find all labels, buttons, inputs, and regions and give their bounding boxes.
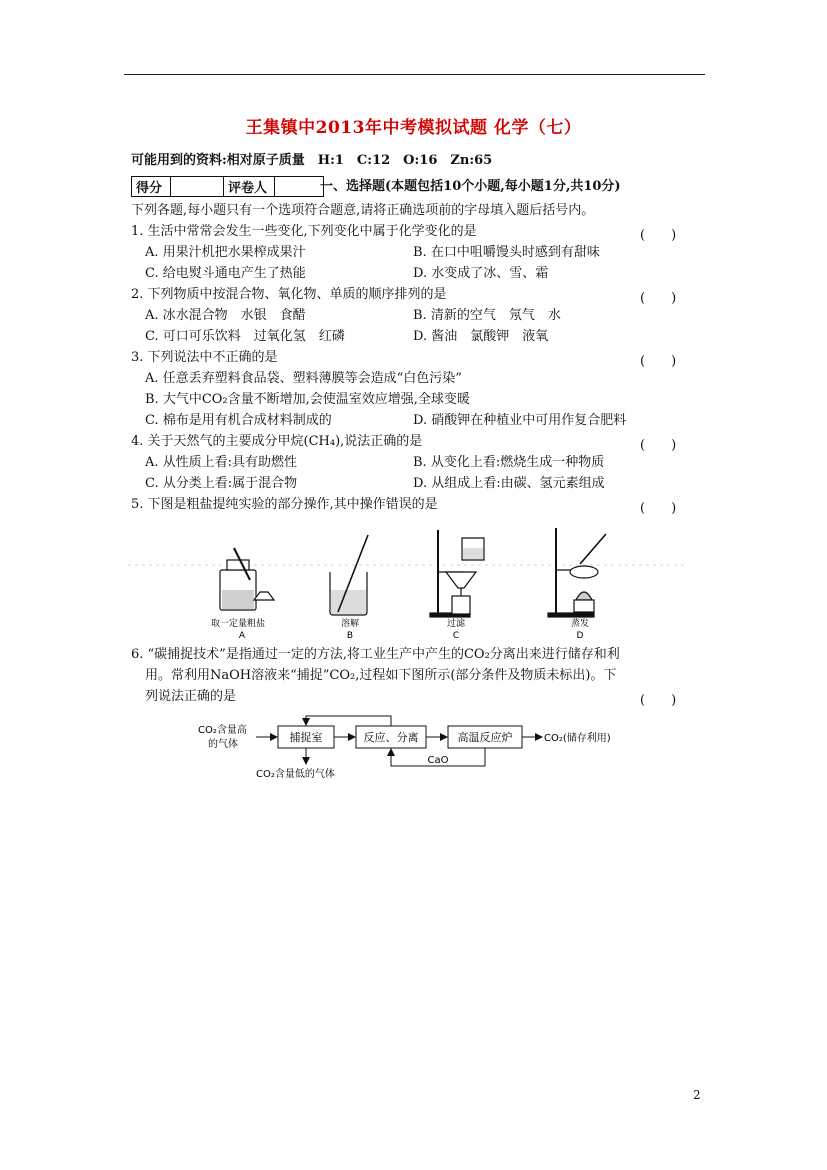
q2-stem: 2. 下列物质中按混合物、氧化物、单质的顺序排列的是 xyxy=(131,287,447,302)
q1-answer-blank[interactable]: ( ) xyxy=(640,228,677,243)
apparatus-d-evaporation xyxy=(548,528,606,617)
q1-stem: 1. 生活中常常会发生一些变化,下列变化中属于化学变化的是 xyxy=(131,224,477,239)
cao-label: CaO xyxy=(427,755,449,766)
caption-d: 蒸发 xyxy=(570,619,590,629)
q3-option-d: D. 硝酸钾在种植业中可用作复合肥料 xyxy=(413,413,627,428)
letter-b: B xyxy=(346,631,354,641)
grader-label: 评卷人 xyxy=(224,177,275,197)
page-number: 2 xyxy=(693,1088,701,1102)
q2-option-d: D. 酱油 氯酸钾 液氧 xyxy=(413,329,549,344)
caption-b: 溶解 xyxy=(340,619,360,629)
apparatus-b-beaker xyxy=(330,535,368,615)
apparatus-c-filtration xyxy=(430,530,484,617)
letter-d: D xyxy=(576,631,584,641)
q4-option-b: B. 从变化上看:燃烧生成一种物质 xyxy=(413,455,605,470)
reaction-separation-label: 反应、分离 xyxy=(363,731,419,744)
q3-answer-blank[interactable]: ( ) xyxy=(640,354,677,369)
letter-c: C xyxy=(452,631,460,641)
q1-option-a: A. 用果汁机把水果榨成果汁 xyxy=(145,245,306,260)
q5-stem: 5. 下图是粗盐提纯实验的部分操作,其中操作错误的是 xyxy=(131,497,438,512)
q2-option-a: A. 冰水混合物 水银 食醋 xyxy=(145,308,306,323)
q4-option-d: D. 从组成上看:由碳、氢元素组成 xyxy=(413,476,605,491)
score-table xyxy=(131,176,324,197)
q4-option-a: A. 从性质上看:具有助燃性 xyxy=(145,455,298,470)
score-label: 得分 xyxy=(132,177,171,197)
capture-chamber-label: 捕捉室 xyxy=(289,731,323,744)
q2-option-b: B. 清新的空气 氖气 水 xyxy=(413,308,561,323)
q1-option-d: D. 水变成了冰、雪、霜 xyxy=(413,266,549,281)
page-title: 王集镇中2013年中考模拟试题 化学（七） xyxy=(245,118,582,138)
instructions: 下列各题,每小题只有一个选项符合题意,请将正确选项前的字母填入题后括号内。 xyxy=(131,203,595,218)
q6-stem-line2: 用。常利用NaOH溶液来“捕捉”CO₂,过程如下图所示(部分条件及物质未标出)。下 xyxy=(145,668,617,683)
atomic-mass-info: 可能用到的资料:相对原子质量 H:1 C:12 O:16 Zn:65 xyxy=(131,153,493,168)
q4-answer-blank[interactable]: ( ) xyxy=(640,438,677,453)
q3-option-a: A. 任意丢弃塑料食品袋、塑料薄膜等会造成“白色污染” xyxy=(145,371,462,386)
co2-output-label: CO₂(储存利用) xyxy=(544,733,611,744)
grader-cell[interactable] xyxy=(275,177,324,197)
header-rule xyxy=(124,74,705,75)
caption-a: 取一定量粗盐 xyxy=(210,619,266,629)
high-temp-furnace-label: 高温反应炉 xyxy=(457,731,513,744)
q3-stem: 3. 下列说法中不正确的是 xyxy=(131,350,278,365)
exhaust-gas-label: CO₂含量低的气体 xyxy=(256,769,335,780)
q2-option-c: C. 可口可乐饮料 过氧化氢 红磷 xyxy=(145,329,345,344)
input-gas-line2: 的气体 xyxy=(208,739,238,750)
q2-answer-blank[interactable]: ( ) xyxy=(640,291,677,306)
q5-answer-blank[interactable]: ( ) xyxy=(640,501,677,516)
score-cell[interactable] xyxy=(171,177,224,197)
input-gas-line1: CO₂含量高 xyxy=(198,725,247,736)
q5-figure xyxy=(128,520,688,642)
q6-stem-line1: 6. “碳捕捉技术”是指通过一定的方法,将工业生产中产生的CO₂分离出来进行储存和利 xyxy=(131,647,620,662)
letter-a: A xyxy=(238,631,246,641)
q4-stem: 4. 关于天然气的主要成分甲烷(CH₄),说法正确的是 xyxy=(131,434,423,449)
caption-c: 过滤 xyxy=(446,619,466,629)
q6-stem-line3: 列说法正确的是 xyxy=(145,689,237,704)
section-heading: 一、选择题(本题包括10个小题,每小题1分,共10分) xyxy=(320,179,621,194)
carbon-capture-flowchart xyxy=(190,712,650,782)
q6-answer-blank[interactable]: ( ) xyxy=(640,693,677,708)
q4-option-c: C. 从分类上看:属于混合物 xyxy=(145,476,298,491)
q3-option-b: B. 大气中CO₂含量不断增加,会使温室效应增强,全球变暖 xyxy=(145,392,470,407)
q3-option-c: C. 棉布是用有机合成材料制成的 xyxy=(145,413,332,428)
q1-option-b: B. 在口中咀嚼馒头时感到有甜味 xyxy=(413,245,600,260)
apparatus-a-bottle xyxy=(220,548,274,610)
q1-option-c: C. 给电熨斗通电产生了热能 xyxy=(145,266,306,281)
